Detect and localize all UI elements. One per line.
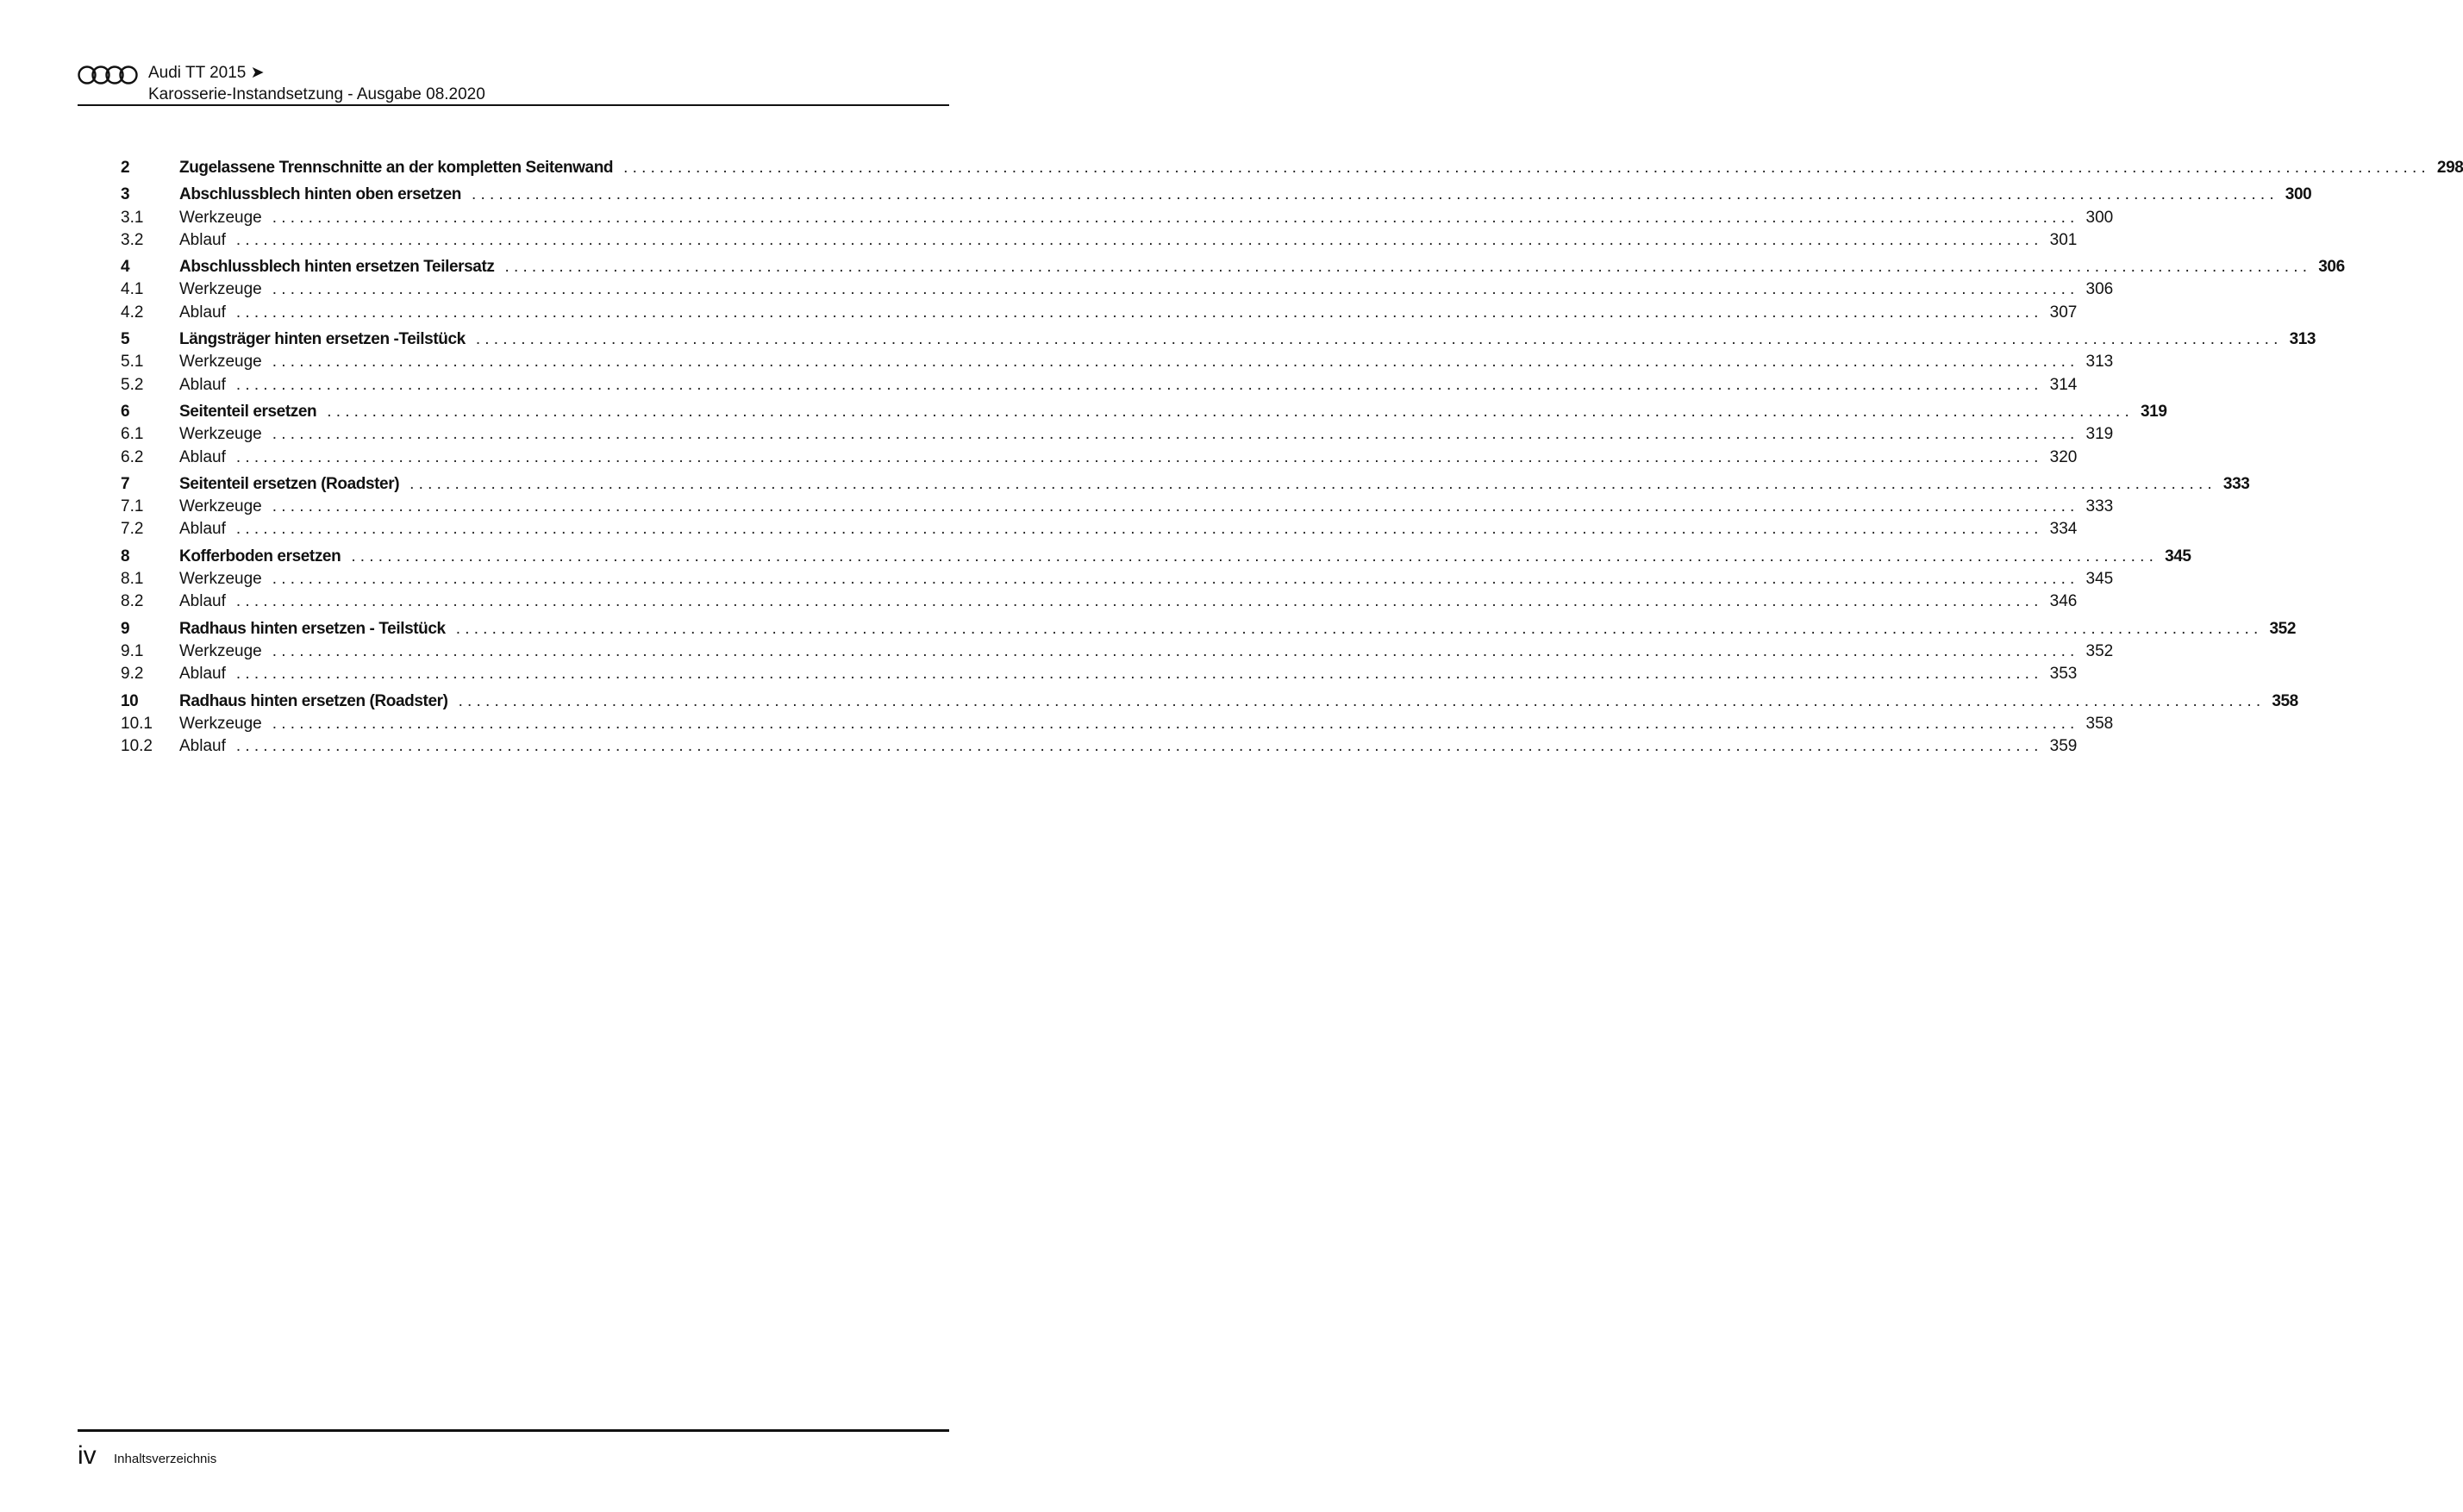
toc-entry[interactable]: [121, 640, 2114, 663]
toc-entry-page: 306: [2318, 258, 2345, 277]
header-subtitle: Karosserie-Instandsetzung - Ausgabe 08.2020: [148, 85, 485, 103]
toc-leader-dots: ........................................................................................................................................................................................................: [235, 665, 2043, 684]
toc-entry[interactable]: [121, 518, 2078, 540]
toc-entry-number: 3.1: [121, 208, 144, 227]
toc-entry-number: 8.2: [121, 592, 144, 611]
toc-entry-title: Ablauf: [179, 447, 226, 466]
toc-entry-page: 320: [2049, 447, 2078, 466]
toc-entry-number: 4.1: [121, 280, 144, 299]
toc-entry-page: 345: [2165, 547, 2191, 565]
toc-entry[interactable]: [121, 546, 2191, 568]
toc-leader-dots: ........................................................................................................................................................................................................: [475, 330, 2283, 349]
toc-entry-title: Werkzeuge: [179, 641, 262, 660]
toc-leader-dots: ........................................................................................................................................................................................................: [272, 280, 2079, 299]
toc-entry-page: 333: [2222, 474, 2250, 493]
toc-entry[interactable]: [121, 157, 2463, 179]
toc-entry-number: 9.2: [121, 665, 144, 684]
toc-entry-number: 9.1: [121, 641, 144, 660]
toc-entry-title: Seitenteil ersetzen: [179, 402, 317, 421]
toc-entry-number: 10.1: [121, 714, 153, 733]
toc-entry[interactable]: [121, 663, 2078, 685]
toc-entry[interactable]: [121, 374, 2078, 397]
toc-entry[interactable]: [121, 735, 2078, 758]
toc-entry-title: Längsträger hinten ersetzen -Teilstück: [179, 330, 466, 349]
toc-entry-page: 306: [2085, 280, 2114, 299]
toc-entry[interactable]: [121, 278, 2114, 301]
toc-leader-dots: ........................................................................................................................................................................................................: [327, 402, 2135, 421]
toc-entry[interactable]: [121, 447, 2078, 469]
toc-entry-number: 5.2: [121, 375, 144, 394]
toc-entry-page: 313: [2085, 353, 2114, 372]
toc-leader-dots: ........................................................................................................................................................................................................: [235, 230, 2043, 249]
toc-entry-title: Werkzeuge: [179, 497, 262, 516]
toc-entry[interactable]: [121, 590, 2078, 613]
toc-entry-page: 352: [2269, 619, 2297, 638]
toc-entry-number: 8.1: [121, 570, 144, 589]
header-title: Audi TT 2015 ➤: [148, 64, 265, 82]
toc-leader-dots: ........................................................................................................................................................................................................: [235, 447, 2043, 466]
toc-entry[interactable]: [121, 229, 2078, 252]
toc-entry-number: 7.1: [121, 497, 144, 516]
toc-entry-number: 10: [121, 691, 139, 710]
toc-leader-dots: ........................................................................................................................................................................................................: [272, 425, 2079, 444]
toc-entry[interactable]: [121, 184, 2312, 206]
toc-entry-number: 4: [121, 258, 130, 277]
footer-divider: [78, 1429, 949, 1432]
toc-entry-page: 300: [2285, 185, 2312, 204]
toc-entry-page: 358: [2085, 714, 2114, 733]
toc-leader-dots: ........................................................................................................................................................................................................: [235, 303, 2043, 322]
toc-entry-page: 358: [2272, 691, 2298, 710]
toc-entry-number: 3: [121, 185, 130, 204]
toc-leader-dots: ........................................................................................................................................................................................................: [235, 592, 2043, 611]
toc-entry-page: 352: [2085, 641, 2114, 660]
toc-entry-title: Ablauf: [179, 592, 226, 611]
toc-entry-title: Ablauf: [179, 737, 226, 756]
toc-entry-page: 346: [2049, 592, 2078, 611]
toc-entry-page: 298: [2436, 159, 2463, 177]
toc-entry-title: Kofferboden ersetzen: [179, 547, 341, 565]
toc-leader-dots: ........................................................................................................................................................................................................: [272, 497, 2079, 516]
toc-leader-dots: ........................................................................................................................................................................................................: [458, 691, 2266, 710]
toc-entry-title: Radhaus hinten ersetzen - Teilstück: [179, 619, 446, 638]
toc-leader-dots: ........................................................................................................................................................................................................: [272, 208, 2079, 227]
toc-entry-page: 353: [2049, 665, 2078, 684]
toc-entry-number: 9: [121, 619, 130, 638]
toc-leader-dots: ........................................................................................................................................................................................................: [504, 258, 2312, 277]
toc-entry-page: 314: [2049, 375, 2078, 394]
table-of-contents: [121, 157, 2463, 758]
toc-leader-dots: ........................................................................................................................................................................................................: [623, 159, 2430, 177]
toc-entry-title: Abschlussblech hinten ersetzen Teilersatz: [179, 258, 495, 277]
footer-page-number: iv: [78, 1441, 97, 1470]
toc-entry-page: 307: [2049, 303, 2078, 322]
toc-entry-title: Werkzeuge: [179, 570, 262, 589]
toc-entry-title: Ablauf: [179, 520, 226, 539]
toc-entry-page: 319: [2085, 425, 2114, 444]
toc-entry[interactable]: [121, 401, 2167, 423]
toc-entry-title: Zugelassene Trennschnitte an der kompletten Seitenwand: [179, 159, 614, 177]
toc-leader-dots: ........................................................................................................................................................................................................: [472, 185, 2279, 204]
toc-leader-dots: ........................................................................................................................................................................................................: [272, 353, 2079, 372]
toc-entry-number: 6.2: [121, 447, 144, 466]
toc-leader-dots: ........................................................................................................................................................................................................: [351, 547, 2159, 565]
toc-entry[interactable]: [121, 618, 2297, 640]
toc-entry-title: Ablauf: [179, 665, 226, 684]
toc-entry-title: Radhaus hinten ersetzen (Roadster): [179, 691, 448, 710]
toc-entry-number: 5: [121, 330, 130, 349]
toc-entry-title: Seitenteil ersetzen (Roadster): [179, 474, 400, 493]
toc-entry-number: 8: [121, 547, 130, 565]
toc-entry-title: Ablauf: [179, 230, 226, 249]
toc-leader-dots: ........................................................................................................................................................................................................: [272, 714, 2079, 733]
toc-entry-title: Werkzeuge: [179, 425, 262, 444]
toc-entry-number: 2: [121, 159, 130, 177]
toc-entry[interactable]: [121, 328, 2316, 351]
toc-entry-page: 319: [2141, 402, 2167, 421]
toc-leader-dots: ........................................................................................................................................................................................................: [272, 570, 2079, 589]
toc-entry-title: Ablauf: [179, 375, 226, 394]
toc-entry-number: 5.1: [121, 353, 144, 372]
toc-entry-title: Werkzeuge: [179, 280, 262, 299]
toc-entry[interactable]: [121, 690, 2298, 713]
toc-entry-number: 6: [121, 402, 130, 421]
toc-leader-dots: ........................................................................................................................................................................................................: [272, 641, 2079, 660]
toc-entry-number: 6.1: [121, 425, 144, 444]
toc-entry-page: 313: [2289, 330, 2316, 349]
toc-entry-title: Abschlussblech hinten oben ersetzen: [179, 185, 462, 204]
header-divider: [78, 104, 949, 106]
toc-leader-dots: ........................................................................................................................................................................................................: [235, 737, 2043, 756]
toc-entry-number: 4.2: [121, 303, 144, 322]
toc-entry-page: 345: [2085, 570, 2114, 589]
toc-entry-title: Werkzeuge: [179, 714, 262, 733]
toc-entry[interactable]: [121, 473, 2250, 496]
toc-leader-dots: ........................................................................................................................................................................................................: [455, 619, 2263, 638]
toc-entry-page: 333: [2085, 497, 2114, 516]
toc-entry-number: 3.2: [121, 230, 144, 249]
toc-entry-title: Werkzeuge: [179, 208, 262, 227]
toc-entry-number: 7: [121, 474, 130, 493]
toc-entry-title: Werkzeuge: [179, 353, 262, 372]
audi-rings-logo: [78, 66, 140, 84]
footer-section: Inhaltsverzeichnis: [114, 1452, 217, 1466]
toc-entry-page: 301: [2049, 230, 2078, 249]
toc-entry[interactable]: [121, 568, 2114, 590]
toc-entry-number: 7.2: [121, 520, 144, 539]
toc-entry[interactable]: [121, 207, 2114, 229]
toc-entry[interactable]: [121, 713, 2114, 735]
toc-entry[interactable]: [121, 302, 2078, 324]
toc-entry[interactable]: [121, 496, 2114, 518]
toc-entry-title: Ablauf: [179, 303, 226, 322]
toc-entry[interactable]: [121, 351, 2114, 373]
toc-entry-page: 359: [2049, 737, 2078, 756]
toc-leader-dots: ........................................................................................................................................................................................................: [409, 474, 2216, 493]
toc-entry-page: 300: [2085, 208, 2114, 227]
toc-leader-dots: ........................................................................................................................................................................................................: [235, 520, 2043, 539]
toc-leader-dots: ........................................................................................................................................................................................................: [235, 375, 2043, 394]
toc-entry[interactable]: [121, 256, 2345, 278]
toc-entry-number: 10.2: [121, 737, 153, 756]
toc-entry[interactable]: [121, 423, 2114, 446]
toc-entry-page: 334: [2049, 520, 2078, 539]
